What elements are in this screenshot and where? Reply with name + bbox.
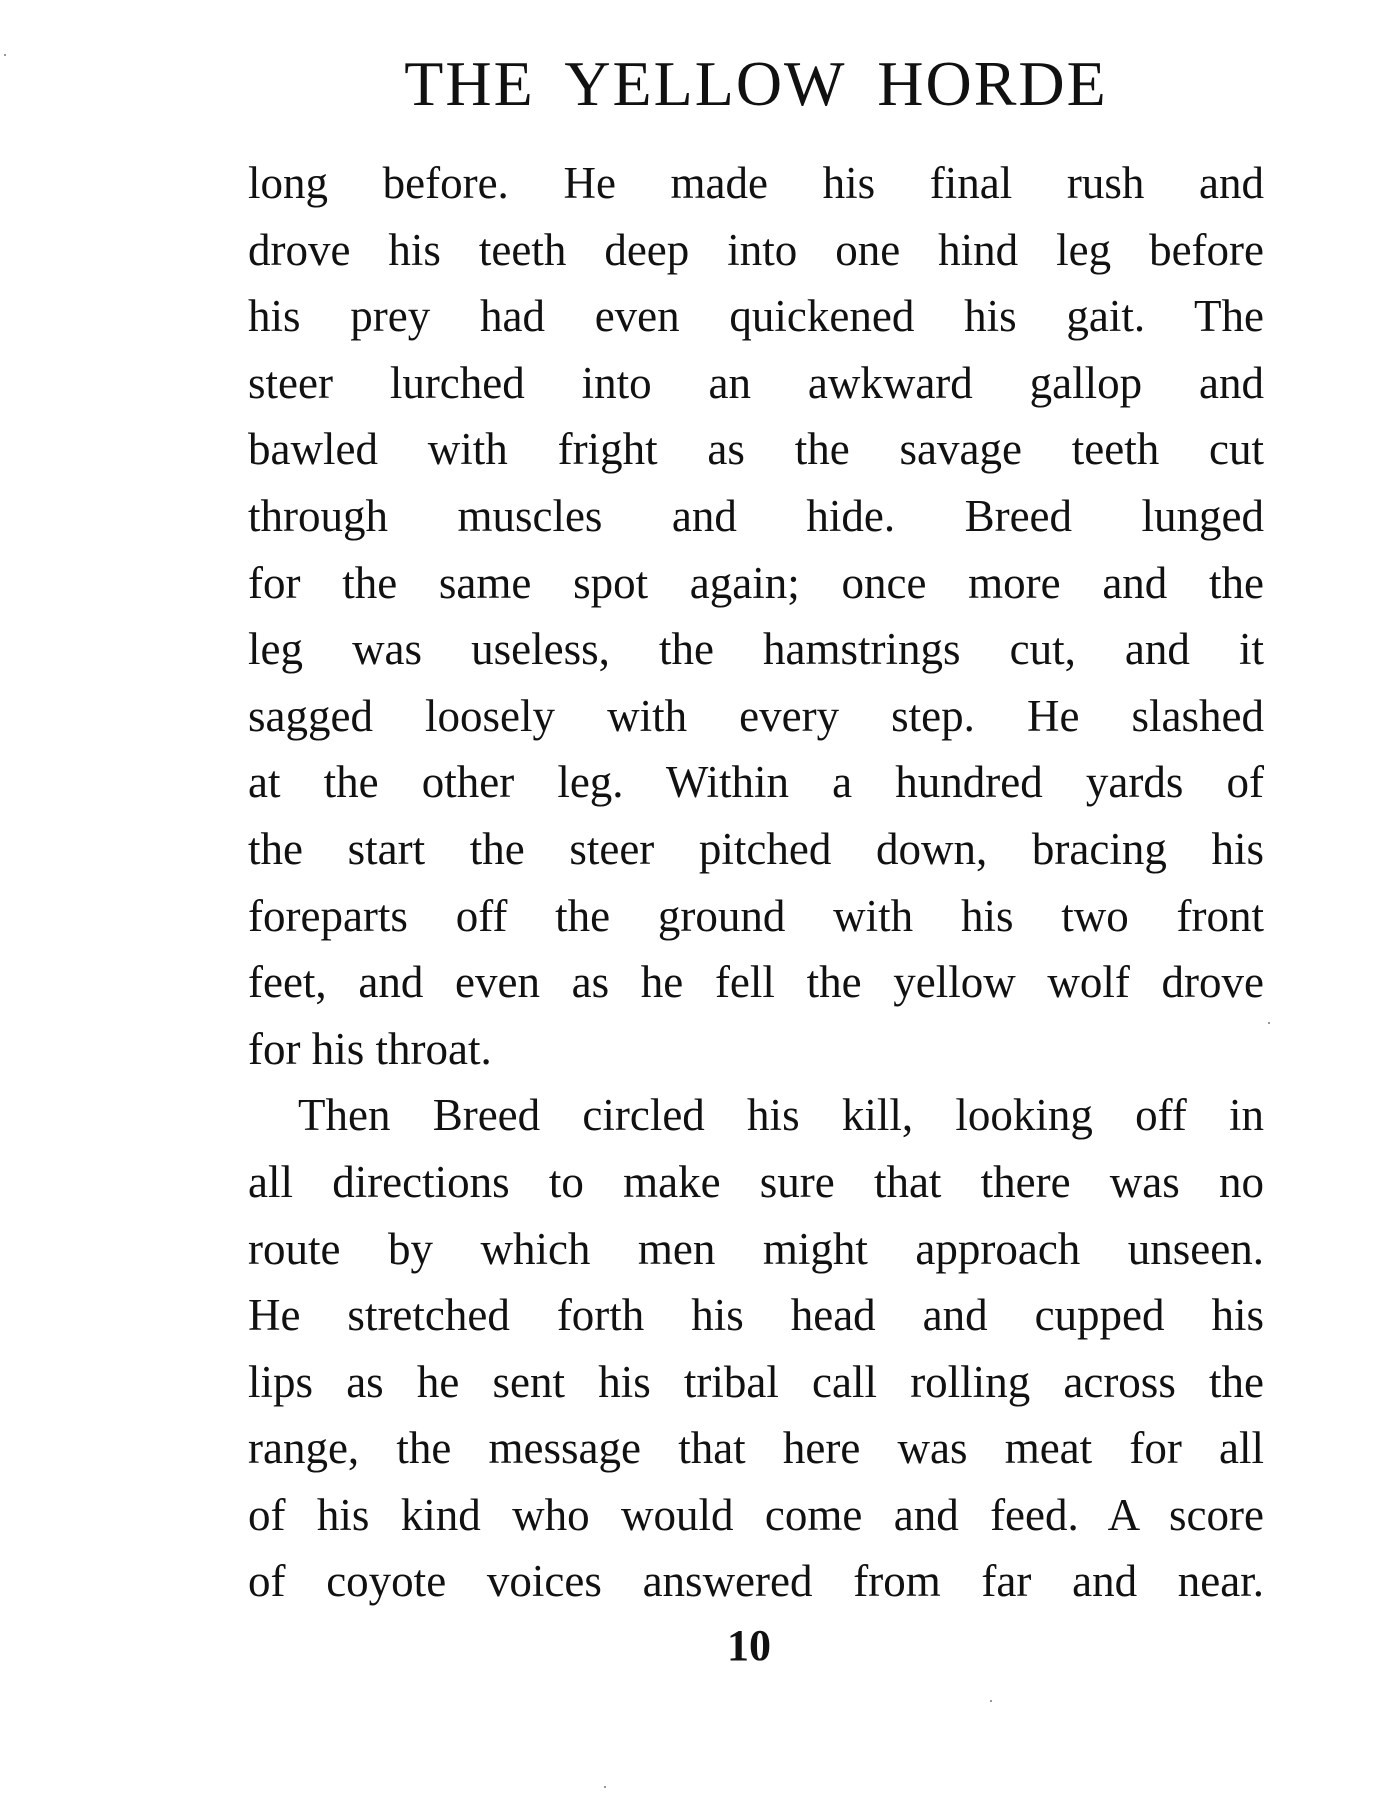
text-line: of his kind who would come and feed. A score (248, 1489, 1264, 1540)
text-line: his prey had even quickened his gait. The (248, 291, 1264, 342)
page-number: 10 (727, 1621, 771, 1670)
text-line: route by which men might approach unseen. (248, 1223, 1264, 1274)
scan-speck (990, 1700, 992, 1702)
text-line: for his throat. (248, 1023, 492, 1074)
text-line: drove his teeth deep into one hind leg before (248, 224, 1264, 275)
page-body (248, 150, 1264, 1615)
paragraph (248, 150, 1264, 1082)
running-header: THE YELLOW HORDE (404, 48, 1108, 119)
text-line: Then Breed circled his kill, looking off in (298, 1090, 1264, 1141)
text-line: feet, and even as he fell the yellow wolf drove (248, 957, 1264, 1008)
paragraph (248, 1082, 1264, 1615)
text-line: for the same spot again; once more and the (248, 557, 1264, 608)
text-line: leg was useless, the hamstrings cut, and it (248, 624, 1264, 675)
scan-speck (4, 54, 6, 56)
text-line: bawled with fright as the savage teeth cut (248, 424, 1264, 475)
scan-speck (1268, 1022, 1270, 1024)
text-line: of coyote voices answered from far and near. (248, 1556, 1264, 1607)
text-line: the start the steer pitched down, bracing his (248, 823, 1264, 874)
text-line: through muscles and hide. Breed lunged (248, 490, 1264, 541)
text-line: at the other leg. Within a hundred yards of (248, 757, 1264, 808)
text-line: long before. He made his final rush and (248, 158, 1264, 208)
text-line: range, the message that here was meat for all (248, 1423, 1264, 1474)
text-line: all directions to make sure that there was no (248, 1156, 1264, 1207)
text-line: lips as he sent his tribal call rolling across the (248, 1356, 1264, 1407)
text-line: He stretched forth his head and cupped his (248, 1290, 1264, 1341)
text-line: sagged loosely with every step. He slashed (248, 690, 1264, 741)
text-line: steer lurched into an awkward gallop and (248, 357, 1264, 408)
text-line: foreparts off the ground with his two front (248, 890, 1264, 941)
scan-speck (604, 1786, 606, 1788)
